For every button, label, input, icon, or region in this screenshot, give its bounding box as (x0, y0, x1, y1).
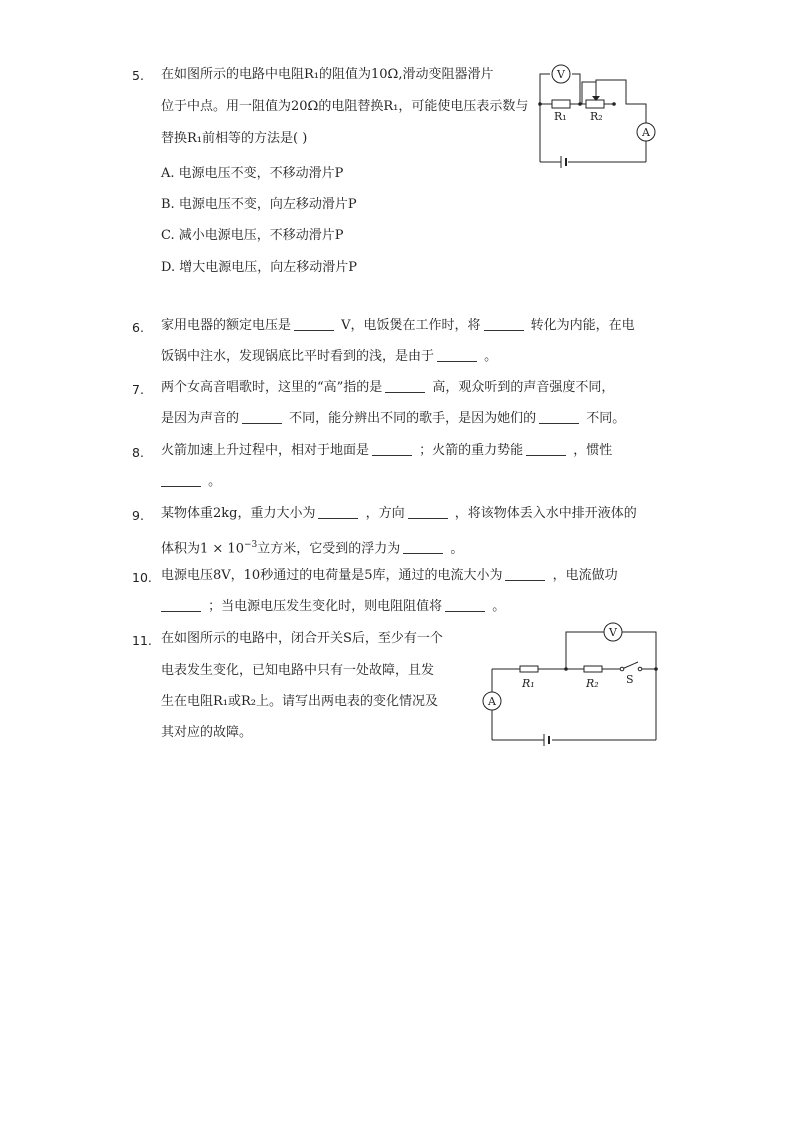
answer-blank[interactable] (505, 567, 545, 581)
question-text-line: 其对应的故障。 (161, 725, 253, 740)
question-number: 10. (132, 570, 152, 585)
question-text-line: 电表发生变化，已知电路中只有一处故障，且发 (161, 663, 435, 678)
voltmeter-label: V (609, 626, 617, 639)
circuit-diagram-q11 (480, 620, 665, 752)
resistor-r2-label: R₂ (590, 110, 603, 123)
question-text-line: 。 (161, 472, 221, 492)
answer-blank[interactable] (161, 473, 201, 487)
answer-blank[interactable] (408, 505, 448, 519)
answer-blank[interactable] (445, 598, 485, 612)
resistor-r1-label: R₁ (522, 677, 535, 690)
answer-blank[interactable] (161, 598, 201, 612)
question-text-line: 位于中点。用一阻值为20Ω的电阻替换R₁，可能使电压表示数与 (161, 99, 529, 114)
question-text-line: 在如图所示的电路中电阻R₁的阻值为10Ω,滑动变阻器滑片 (161, 67, 494, 82)
answer-blank[interactable] (526, 442, 566, 456)
question-text-line: 替换R₁前相等的方法是( ) (161, 131, 308, 146)
resistor-r2-label: R₂ (586, 677, 599, 690)
switch-label: S (626, 673, 634, 686)
ammeter-label: A (488, 695, 496, 708)
option-d[interactable]: D. 增大电源电压，向左移动滑片P (161, 260, 357, 275)
answer-blank[interactable] (242, 410, 282, 424)
question-number: 6. (132, 320, 144, 335)
resistor-r1-label: R₁ (554, 110, 567, 123)
question-text-line: 是因为声音的 不同，能分辨出不同的歌手，是因为她们的 不同。 (161, 411, 626, 426)
question-number: 11. (132, 633, 152, 648)
answer-blank[interactable] (318, 505, 358, 519)
question-text-line: 在如图所示的电路中，闭合开关S后，至少有一个 (161, 631, 443, 646)
answer-blank[interactable] (372, 442, 412, 456)
option-c[interactable]: C. 减小电源电压，不移动滑片P (161, 228, 344, 243)
question-number: 5. (132, 68, 144, 83)
option-a[interactable]: A. 电源电压不变，不移动滑片P (161, 166, 344, 181)
question-text-line: 电源电压8V，10秒通过的电荷量是5库，通过的电流大小为 ，电流做功 (161, 568, 618, 583)
answer-blank[interactable] (437, 348, 477, 362)
question-text-line: 两个女高音唱歌时，这里的“高”指的是 高，观众听到的声音强度不同， (161, 380, 615, 395)
question-number: 7. (132, 382, 144, 397)
question-number: 8. (132, 445, 144, 460)
circuit-diagram-q5 (530, 60, 665, 175)
answer-blank[interactable] (484, 317, 524, 331)
question-text-line: 家用电器的额定电压是 V，电饭煲在工作时，将 转化为内能，在电 (161, 318, 635, 333)
ammeter-label: A (642, 126, 650, 139)
question-number: 9. (132, 508, 144, 523)
answer-blank[interactable] (294, 317, 334, 331)
answer-blank[interactable] (539, 410, 579, 424)
question-text-line: ；当电源电压发生变化时，则电阻阻值将 。 (161, 597, 505, 617)
answer-blank[interactable] (385, 379, 425, 393)
answer-blank[interactable] (403, 540, 443, 554)
question-text-line: 饭锅中注水，发现锅底比平时看到的浅，是由于 。 (161, 349, 498, 364)
question-text-line: 体积为$1 \times 10^{-3}$立方米，它受到的浮力为 。 (161, 540, 464, 557)
question-text-line: 火箭加速上升过程中，相对于地面是 ；火箭的重力势能 ，惯性 (161, 443, 613, 458)
question-text-line: 生在电阻R₁或R₂上。请写出两电表的变化情况及 (161, 694, 438, 709)
option-b[interactable]: B. 电源电压不变，向左移动滑片P (161, 197, 357, 212)
voltmeter-label: V (557, 68, 565, 81)
question-text-line: 某物体重2kg，重力大小为 ，方向 ，将该物体丢入水中排开液体的 (161, 506, 637, 521)
